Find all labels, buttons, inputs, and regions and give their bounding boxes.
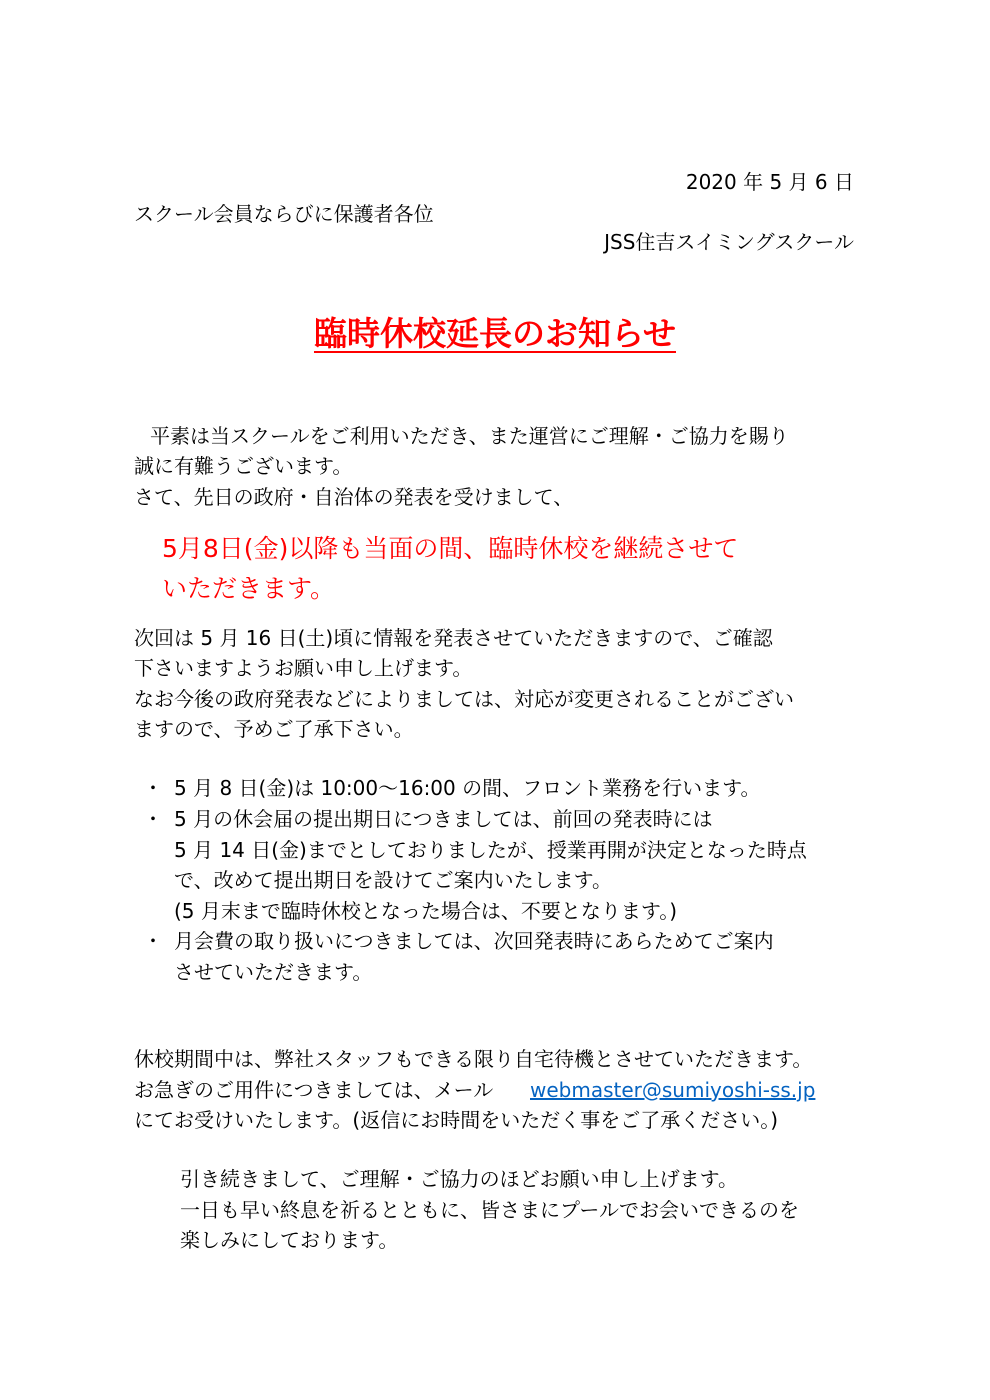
highlight-line-1: 5月8日(金)以降も当面の間、臨時休校を継続させて — [162, 534, 739, 563]
bullet-2-line-3: で、改めて提出期日を設けてご案内いたします。 — [174, 868, 612, 892]
recipient-line: スクール会員ならびに保護者各位 — [134, 202, 434, 226]
document-title — [0, 311, 990, 357]
contact-line-2: お急ぎのご用件につきましては、メール — [134, 1078, 494, 1102]
email-link[interactable]: webmaster@sumiyoshi-ss.jp — [530, 1078, 816, 1102]
highlight-line-2: いただきます。 — [162, 574, 336, 603]
bullet-marker-2: ・ — [143, 807, 163, 831]
next-info-line-4: ますので、予めご了承下さい。 — [134, 717, 414, 741]
bullet-2-line-2: 5 月 14 日(金)までとしておりましたが、授業再開が決定となった時点 — [174, 838, 807, 862]
intro-line-3: さて、先日の政府・自治体の発表を受けまして、 — [134, 485, 574, 509]
bullet-1-line-1: 5 月 8 日(金)は 10:00～16:00 の間、フロント業務を行います。 — [174, 776, 761, 800]
bullet-marker-3: ・ — [143, 929, 163, 953]
next-info-line-3: なお今後の政府発表などによりましては、対応が変更されることがござい — [134, 687, 794, 711]
contact-line-3: にてお受けいたします。(返信にお時間をいただく事をご了承ください。) — [134, 1108, 779, 1132]
document-title-text: 臨時休校延長のお知らせ — [313, 314, 676, 353]
closing-line-1: 引き続きまして、ご理解・ご協力のほどお願い申し上げます。 — [180, 1167, 738, 1191]
closing-line-3: 楽しみにしております。 — [180, 1228, 399, 1252]
intro-line-2: 誠に有難うございます。 — [134, 454, 353, 478]
intro-line-1: 平素は当スクールをご利用いただき、また運営にご理解・ご協力を賜り — [150, 424, 789, 448]
bullet-3-line-1: 月会費の取り扱いにつきましては、次回発表時にあらためてご案内 — [174, 929, 774, 953]
bullet-3-line-2: させていただきます。 — [174, 960, 373, 984]
bullet-2-line-1: 5 月の休会届の提出期日につきましては、前回の発表時には — [174, 807, 713, 831]
bullet-marker-1: ・ — [143, 776, 163, 800]
document-date: 2020 年 5 月 6 日 — [685, 170, 854, 194]
next-info-line-1: 次回は 5 月 16 日(土)頃に情報を発表させていただきますので、ご確認 — [134, 626, 773, 650]
closing-line-2: 一日も早い終息を祈るとともに、皆さまにプールでお会いできるのを — [180, 1198, 799, 1222]
bullet-2-line-4: (5 月末まで臨時休校となった場合は、不要となります。) — [174, 899, 678, 923]
sender-name: JSS住吉スイミングスクール — [604, 230, 854, 254]
next-info-line-2: 下さいますようお願い申し上げます。 — [134, 656, 473, 680]
contact-line-1: 休校期間中は、弊社スタッフもできる限り自宅待機とさせていただきます。 — [134, 1047, 813, 1071]
